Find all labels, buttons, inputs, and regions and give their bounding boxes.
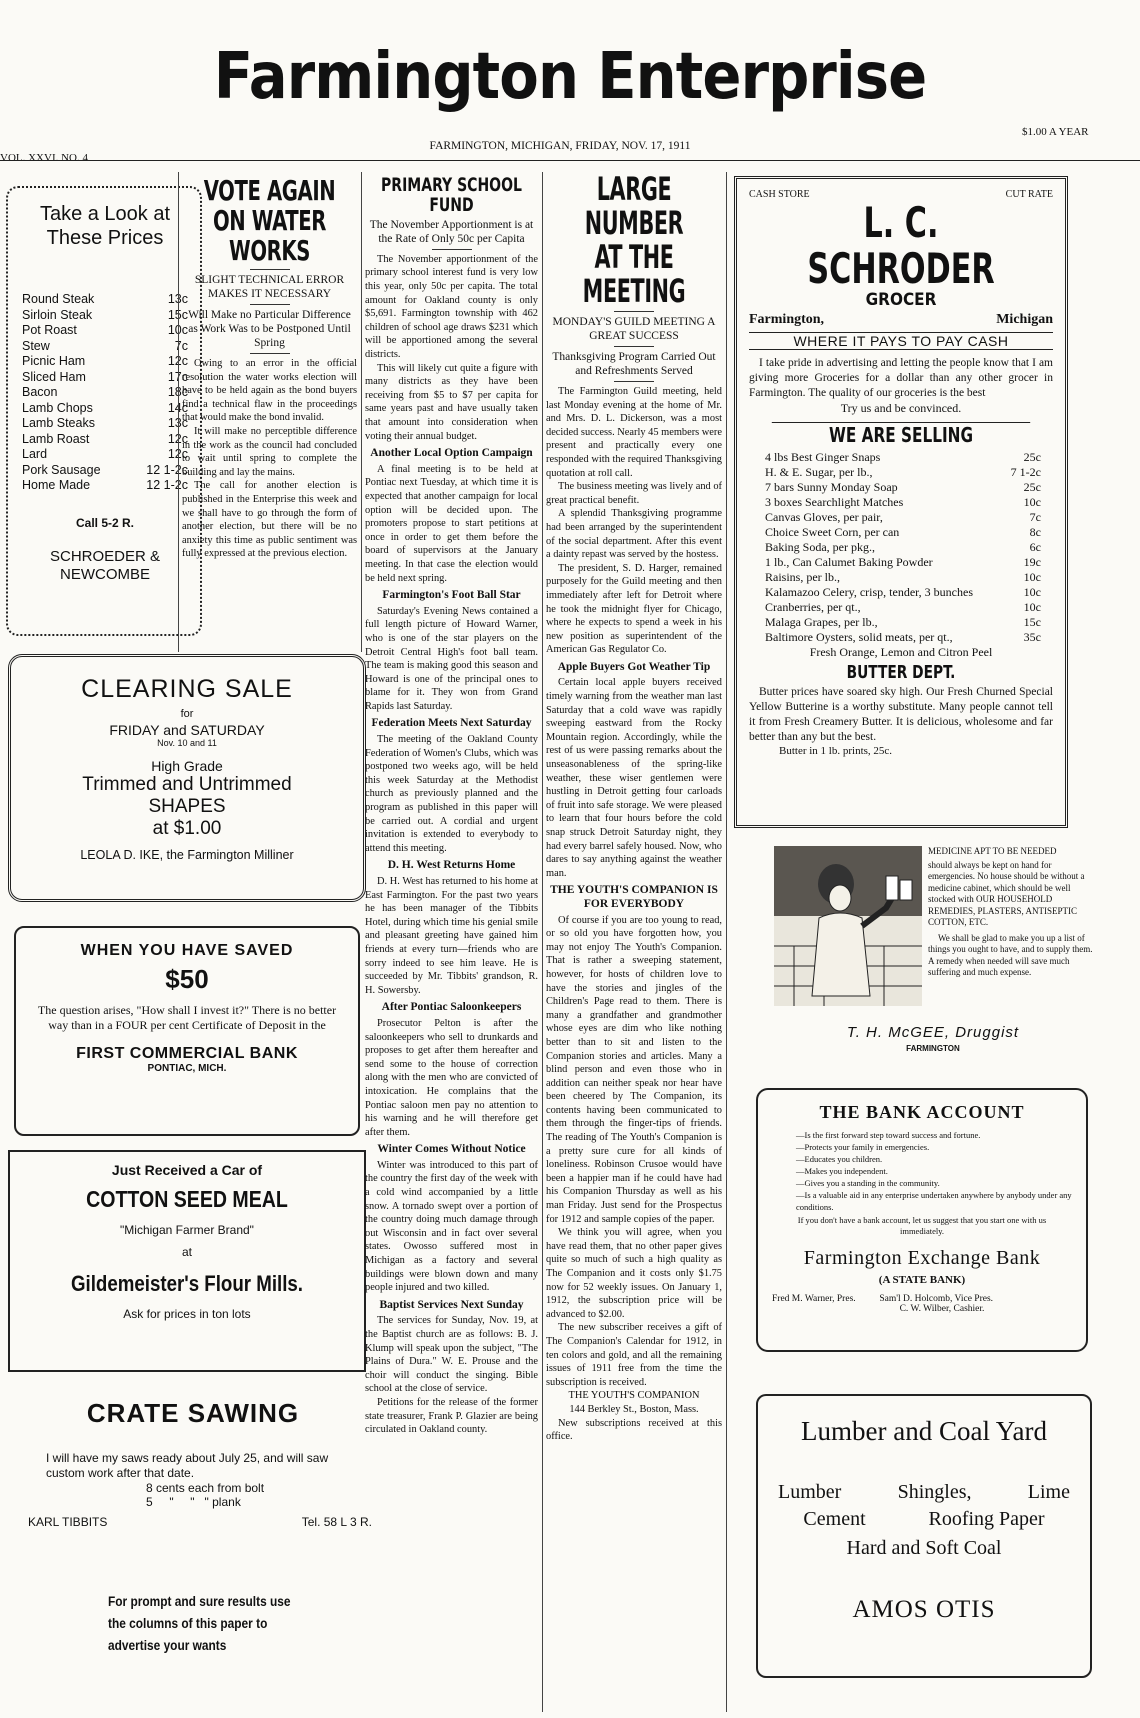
clearing-line2: Trimmed and Untrimmed <box>82 774 292 795</box>
exchange-bank-ad <box>756 1088 1088 1352</box>
selling-item-price: 10c <box>1023 584 1041 599</box>
schroder-item-list <box>749 450 1053 645</box>
school-p1: The November apportionment of the primary school interest fund is very low this year, only 50c per capita. The total amount for Oakland county is only $5,691. Farmington township with 462 children of school age draws $231 which will be apportioned among the several districts. <box>365 253 538 361</box>
youth-p3: The new subscriber receives a gift of The Companion's Calendar for 1912, in ten colors and gold, and all the remaining issues of 1911 free from the time the subscription is received. <box>546 1322 722 1388</box>
lumber-title: Lumber and Coal Yard <box>801 1416 1047 1446</box>
selling-item-price: 8c <box>1029 524 1041 539</box>
selling-item-name: Cranberries, per qt., <box>765 599 861 614</box>
column-rule <box>542 172 543 1712</box>
local-option-headline: Another Local Option Campaign <box>370 447 533 460</box>
price-item-price: 17c <box>167 369 188 384</box>
clearing-days: FRIDAY and SATURDAY <box>109 722 265 738</box>
schroder-town: Farmington, <box>749 311 825 327</box>
volume-number: VOL. XXVI. NO. 4 <box>0 152 88 164</box>
exchange-list <box>772 1129 1072 1213</box>
price-item-name: Sliced Ham <box>22 369 86 384</box>
newspaper-title: Farmington Enterprise <box>213 40 927 114</box>
bank-ad-city: PONTIAC, MICH. <box>147 1063 227 1074</box>
school-p2: This will likely cut quite a figure with many districts as they have been receiving from $5 to $7 per capita for same years past and have usually taken that amount into consideration when voting their annual budget. <box>365 362 538 442</box>
water-deck2: Will Make no Particular Difference as Work Was to be Postponed Until Spring <box>188 309 351 349</box>
price-item-name: Round Steak <box>22 292 95 306</box>
federation-p1: The meeting of the Oakland County Federation of Women's Clubs, which was postponed two weeks ago, will be held this week Saturday at the Methodist church as previously planned and the program as published in this paper will be carried out. A cordial and urgent invitation is extended to everybody to attend this meeting. <box>365 734 538 854</box>
price-item <box>22 339 188 355</box>
selling-item-name: 1 lb., Can Calumet Baking Powder <box>765 554 933 569</box>
price-item <box>22 308 188 324</box>
price-item-name: Lamb Chops <box>22 400 93 415</box>
selling-item-price: 10c <box>1023 599 1041 614</box>
prices-firm: SCHROEDER & NEWCOMBE <box>49 547 161 583</box>
price-item-price: 12 1-2c <box>146 462 188 477</box>
west-p1: D. H. West has returned to his home at East Farmington. For the past two years he has been manager of the Tibbits Hotel, during which time his genial smile and pleasant greeting have gained him friends at every turn—friends who are sorry indeed to see him leave. He is succeeded by Mr. Tibbits' grandson, R. H. Sowersby. <box>365 876 538 996</box>
exchange-officers2: C. W. Wilber, Cashier. <box>899 1304 985 1314</box>
youth-p1: Of course if you are too young to read, or so old you have forgotten how, you may not enjoy The Youth's Companion. That is rather a sweeping statement, however, for hosts of children love to have the stories and jingles of the Children's Page read to them. There is many a grandfather and grandmother whose eyes are dim who like nothing better than to sit and listen to the Companion stories and articles. Many a blind person and even those who in addition can neither speak nor hear have been cheered by The Companion, its contents having been communicated to them through the finger-tips of friends. The reading of The Youth's Companion is a pretty sure cure for all kinds of loneliness. Robinson Crusoe would have been a happier man if he could have had his Companion Thursday as well as his man Friday. Just send for the Prospectus for 1912 and sample copies of the paper. <box>546 914 722 1225</box>
price-item-name: Sirloin Steak <box>22 307 93 322</box>
masthead-rule <box>0 160 1140 161</box>
guild-p2: The business meeting was lively and of great practical benefit. <box>546 481 722 506</box>
selling-item <box>765 510 1041 525</box>
exchange-bank-name: Farmington Exchange Bank <box>803 1247 1041 1269</box>
prices-ad <box>6 186 202 636</box>
price-item <box>22 432 188 448</box>
selling-item-price: 10c <box>1023 494 1041 509</box>
bank-ad <box>14 926 360 1136</box>
selling-item-name: Choice Sweet Corn, per can <box>765 524 900 539</box>
price-item <box>22 416 188 432</box>
selling-item-price: 25c <box>1023 449 1041 464</box>
schroder-ad <box>734 176 1068 828</box>
lumber-item-coal: Hard and Soft Coal <box>846 1537 1002 1559</box>
subscription-price: $1.00 A YEAR <box>1022 126 1089 138</box>
cotton-seed-ad <box>8 1150 366 1372</box>
bank-benefit-item: —Protects your family in emergencies. <box>796 1142 930 1152</box>
winter-p1: Winter was introduced to this part of the country the first day of the week with a cold wind accompanied by a little snow. A tornado swept over a portion of the country doing much damage through out Wisconsin and in fact over several states. Owosso suffered most in Michigan as a factory and several buildings were blown down and many people injured and two killed. <box>365 1159 538 1294</box>
selling-item-name: Malaga Grapes, per lb., <box>765 614 878 629</box>
school-headline: PRIMARY SCHOOL FUND <box>381 176 522 216</box>
prices-phone: Call 5-2 R. <box>75 515 135 530</box>
schroder-cash: CASH STORE <box>749 189 810 200</box>
baptist-p2: Petitions for the release of the former state treasurer, Frank P. Glazier are being circulated in Oakland county. <box>365 1396 538 1436</box>
bank-benefit-item: —Is the first forward step toward success and fortune. <box>796 1130 981 1140</box>
selling-item <box>765 585 1041 600</box>
lumber-ad <box>756 1394 1092 1678</box>
schroder-fresh: Fresh Orange, Lemon and Citron Peel <box>809 644 993 659</box>
guild-headline: LARGE NUMBER AT THE MEETING <box>582 172 686 310</box>
selling-item-price: 10c <box>1023 569 1041 584</box>
mcgee-body2: We shall be glad to make you up a list of things you ought to have, and to supply them. A remedy when needed will save much suffering and much expense. <box>928 932 1093 977</box>
mcgee-town: FARMINGTON <box>906 1044 960 1053</box>
exchange-suggest: If you don't have a bank account, let us suggest that you start one with us immediately. <box>797 1215 1047 1236</box>
price-item-price: 12c <box>167 447 188 461</box>
youth-sig2: 144 Berkley St., Boston, Mass. <box>569 1403 699 1415</box>
selling-item-name: 3 boxes Searchlight Matches <box>765 494 904 509</box>
price-item-name: Picnic Ham <box>22 354 86 368</box>
mcgee-body: should always be kept on hand for emergencies. No house should be without a medicine cabinet, which should be well stocked with OUR HOUSEHOLD REMEDIES, PLASTERS, ANTISEPTIC COTTON, ETC. <box>928 859 1085 927</box>
selling-item-price: 19c <box>1023 554 1041 569</box>
cotton-note: Ask for prices in ton lots <box>123 1307 251 1321</box>
lumber-item-cement: Cement <box>803 1508 866 1530</box>
west-headline: D. H. West Returns Home <box>387 859 516 872</box>
saloon-headline: After Pontiac Saloonkeepers <box>381 1001 522 1014</box>
local-option-p1: A final meeting is to be held at Pontiac next Tuesday, at which time it is expected that another campaign for local option will be decided upon. The promoters propose to start petitions at once in order to get them before the board of supervisors at the January meeting. In that case the election would be held next spring. <box>365 463 538 584</box>
price-item <box>22 323 188 339</box>
winter-headline: Winter Comes Without Notice <box>377 1143 526 1156</box>
price-item-price: 10c <box>167 323 188 337</box>
column-rule <box>726 172 727 1712</box>
price-item-name: Lard <box>22 447 48 461</box>
selling-item-name: Baltimore Oysters, solid meats, per qt., <box>765 629 953 644</box>
price-item-name: Home Made <box>22 478 91 492</box>
saloon-p1: Prosecutor Pelton is after the saloonkeepers who sell to drunkards and proposes to get after them hereafter and send some to the house of correction along with the men who are convicted of intoxication. He complains that the Pontiac saloon men pay no attention to his warning and he will therefore get after them. <box>365 1017 538 1138</box>
clearing-line4: at $1.00 <box>152 818 222 839</box>
guild-column <box>546 172 722 1712</box>
schroder-slogan: WHERE IT PAYS TO PAY CASH <box>749 332 1053 350</box>
water-p3: The call for another election is published in the Enterprise this week and we shall have to go through the form of another election, but there will be no anxiety this time as public sentiment was fully expressed at the previous election. <box>182 480 357 560</box>
water-p2: It will make no perceptible difference in the work as the council had concluded to wait until spring to complete the building and lay the mains. <box>182 425 357 478</box>
selling-item <box>765 480 1041 495</box>
bank-ad-bank: FIRST COMMERCIAL BANK <box>76 1045 298 1062</box>
crate-rate1: 8 cents each from bolt <box>146 1481 265 1495</box>
lumber-item-lime: Lime <box>1027 1481 1070 1503</box>
clearing-line1: High Grade <box>151 758 223 774</box>
clearing-title: CLEARING SALE <box>81 675 293 703</box>
price-item <box>22 478 188 494</box>
pharmacy-illustration <box>774 846 922 1006</box>
crate-body: I will have my saws ready about July 25, and will saw custom work after that date. <box>46 1451 329 1480</box>
want-ad: For prompt and sure results use the columns of this paper to advertise your wants <box>108 1593 291 1653</box>
price-item <box>22 463 188 479</box>
guild-p4: The president, S. D. Harger, remained purposely for the Guild meeting and then immediately after left for Detroit where he took the midnight flyer for Chicago, where he expects to spend a week in his new position as superintendent of the American Gas Regulator Co. <box>546 562 722 656</box>
price-item-name: Pot Roast <box>22 323 77 337</box>
selling-item-name: Kalamazoo Celery, crisp, tender, 3 bunches <box>765 584 973 599</box>
price-item-name: Bacon <box>22 385 58 399</box>
crate-rate2: 5 " " " plank <box>146 1495 241 1509</box>
crate-title: CRATE SAWING <box>86 1398 300 1428</box>
price-item <box>22 370 188 386</box>
apple-headline: Apple Buyers Got Weather Tip <box>557 660 711 673</box>
schroder-cut: CUT RATE <box>1005 189 1053 200</box>
clearing-signature: LEOLA D. IKE, the Farmington Milliner <box>80 848 294 862</box>
column-rule <box>178 172 179 652</box>
selling-item-price: 15c <box>1023 614 1041 629</box>
lumber-item-lumber: Lumber <box>778 1481 842 1503</box>
price-item-name: Stew <box>22 338 50 353</box>
exchange-officers1: Fred M. Warner, Pres. Sam'l D. Holcomb, Vice Pres. <box>772 1294 994 1304</box>
cotton-at: at <box>181 1245 192 1259</box>
selling-item <box>765 615 1041 630</box>
selling-item-name: Baking Soda, per pkg., <box>765 539 875 554</box>
federation-headline: Federation Meets Next Saturday <box>371 717 532 730</box>
crate-name: KARL TIBBITS <box>28 1515 108 1529</box>
school-fund-column <box>365 176 538 1711</box>
selling-item <box>765 570 1041 585</box>
guild-deck1: MONDAY'S GUILD MEETING A GREAT SUCCESS <box>552 316 716 342</box>
selling-item-price: 35c <box>1023 629 1041 644</box>
mcgee-head: MEDICINE APT TO BE NEEDED <box>928 846 1057 856</box>
selling-item-price: 6c <box>1029 539 1041 554</box>
schroder-butter-head: BUTTER DEPT. <box>846 661 956 683</box>
schroder-state: Michigan <box>996 311 1053 327</box>
clearing-sale-ad <box>8 654 366 902</box>
selling-item <box>765 450 1041 465</box>
price-item <box>22 292 188 308</box>
bank-ad-amount: $50 <box>165 964 209 994</box>
crate-tel: Tel. 58 L 3 R. <box>301 1515 372 1529</box>
cotton-mills: Gildemeister's Flour Mills. <box>70 1271 304 1296</box>
price-item-price: 7c <box>174 338 188 353</box>
clearing-dates: Nov. 10 and 11 <box>157 738 217 748</box>
price-item-name: Lamb Steaks <box>22 416 95 430</box>
lumber-item-shingles: Shingles, <box>897 1481 972 1503</box>
cotton-brand: "Michigan Farmer Brand" <box>120 1223 254 1237</box>
price-item <box>22 401 188 417</box>
bank-benefit-item: —Is a valuable aid in any enterprise undertaken anywhere by anybody under any conditions. <box>796 1190 1072 1212</box>
youth-p2: We think you will agree, when you have read them, that no other paper gives quite so much of such a high quality as The Companion and it costs only $1.75 now for 52 weekly issues. On January 1, 1912, the subscription price will be advanced to $2.00. <box>546 1227 722 1320</box>
price-item-price: 14c <box>167 400 188 415</box>
selling-item-name: 4 lbs Best Ginger Snaps <box>765 449 881 464</box>
exchange-state: (A STATE BANK) <box>878 1274 966 1286</box>
schroder-name: L. C. SCHRODER <box>807 198 995 293</box>
price-item-price: 12 1-2c <box>146 478 188 492</box>
price-item-price: 15c <box>167 307 188 322</box>
bank-ad-body: The question arises, "How shall I invest it?" There is no better way than in a FOUR per cent Certificate of Deposit in the <box>37 1003 337 1032</box>
price-item-name: Lamb Roast <box>22 431 90 446</box>
selling-item <box>765 525 1041 540</box>
guild-deck2: Thanksgiving Program Carried Out and Refreshments Served <box>552 351 716 377</box>
schroder-intro: I take pride in advertising and letting the people know that I am giving more Groceries for a dollar than any other grocer in Farmington. The quality of our groceries is the best <box>749 356 1053 399</box>
price-item-price: 18c <box>167 385 188 399</box>
selling-item <box>765 465 1041 480</box>
exchange-title: THE BANK ACCOUNT <box>819 1102 1025 1122</box>
price-item-name: Pork Sausage <box>22 462 101 477</box>
guild-p1: The Farmington Guild meeting, held last Monday evening at the home of Mr. and Mrs. D. L. Dickerson, was a most decided success. Nearly 45 members were present and practically every one responded with the required Thanksgiving quotation at roll call. <box>546 386 722 479</box>
guild-p3: A splendid Thanksgiving programme had been arranged by the superintendent of the social department. After this event a dainty repast was served by the hostess. <box>546 508 722 561</box>
selling-item <box>765 495 1041 510</box>
mcgee-name: T. H. McGEE, Druggist <box>846 1024 1020 1041</box>
selling-item-name: 7 bars Sunny Monday Soap <box>765 479 898 494</box>
selling-item <box>765 540 1041 555</box>
school-deck: The November Apportionment is at the Rate of Only 50c per Capita <box>369 218 534 245</box>
water-works-article <box>182 176 357 646</box>
selling-item-price: 7 1-2c <box>1010 464 1041 479</box>
bank-ad-title: WHEN YOU HAVE SAVED <box>80 942 294 959</box>
mcgee-ad <box>772 846 1094 1060</box>
cotton-title: COTTON SEED MEAL <box>86 1186 288 1212</box>
youth-p4: New subscriptions received at this office. <box>546 1417 722 1443</box>
lumber-item-roofing: Roofing Paper <box>928 1508 1045 1530</box>
schroder-grocer: GROCER <box>865 290 937 310</box>
selling-item-price: 25c <box>1023 479 1041 494</box>
selling-item-price: 7c <box>1029 509 1041 524</box>
cotton-line1: Just Received a Car of <box>111 1162 263 1178</box>
price-item-price: 13c <box>167 292 188 306</box>
prices-heading: Take a Look at These Prices <box>39 203 171 249</box>
bank-benefit-item: —Makes you independent. <box>796 1166 888 1176</box>
selling-item-name: Raisins, per lb., <box>765 569 840 584</box>
masthead <box>0 0 1140 112</box>
baptist-headline: Baptist Services Next Sunday <box>379 1298 524 1311</box>
price-item-price: 12c <box>167 431 188 446</box>
apple-p1: Certain local apple buyers received timely warning from the weather man last Saturday that a cold wave was rapidly sweeping eastward from the Rocky Mountain region. Accordingly, while the rest of us were passing remarks about the unseasonableness of the spring-like weather, these wiser gentlemen were hustling in Detroit getting four carloads of fruit into safe storage. We were pleased to learn that four hours before the cold snap struck Detroit Saturday night, they had every barrel safely housed. Now, who dares to say anything against the weather man. <box>546 677 722 879</box>
football-p1: Saturday's Evening News contained a full length picture of Howard Warner, who is one of the star players on the Detroit Central High's foot ball team. The team is making good this season and Howard is one of the principal ones to blame for it. They won from Grand Rapids last Saturday. <box>365 605 538 712</box>
schroder-butter-price: Butter in 1 lb. prints, 25c. <box>779 744 893 757</box>
dateline: FARMINGTON, MICHIGAN, FRIDAY, NOV. 17, 1911 <box>429 140 691 152</box>
price-list <box>22 292 188 494</box>
price-item <box>22 447 188 463</box>
price-item <box>22 385 188 401</box>
youth-headline: THE YOUTH'S COMPANION IS FOR EVERYBODY <box>550 884 718 910</box>
selling-item <box>765 555 1041 570</box>
water-p1: Owing to an error in the official resolution the water works election will have to be held again as the bond buyers find a technical flaw in the proceedings that would make the bond invalid. <box>182 358 357 424</box>
schroder-try: Try us and be convinced. <box>840 400 962 415</box>
crate-sawing-ad <box>8 1390 378 1560</box>
price-item <box>22 354 188 370</box>
clearing-line3: SHAPES <box>148 796 226 817</box>
football-headline: Farmington's Foot Ball Star <box>382 589 521 602</box>
selling-item <box>765 600 1041 615</box>
schroder-selling: WE ARE SELLING <box>772 422 1030 446</box>
price-item-price: 13c <box>167 416 188 430</box>
selling-item <box>765 630 1041 645</box>
schroder-butter-text: Butter prices have soared sky high. Our Fresh Churned Special Yellow Butterine is a worthy substitute. Many people cannot tell it from Fresh Creamery Butter. It is delicious, wholesome and far better than any but the best. <box>749 685 1053 743</box>
selling-item-name: Canvas Gloves, per pair, <box>765 509 883 524</box>
bank-benefit-item: —Educates you children. <box>796 1154 883 1164</box>
price-item-price: 12c <box>167 354 188 368</box>
water-headline: VOTE AGAIN ON WATER WORKS <box>203 176 336 267</box>
clearing-for: for <box>180 708 194 720</box>
lumber-name: AMOS OTIS <box>852 1596 996 1623</box>
selling-item-name: H. & E. Sugar, per lb., <box>765 464 873 479</box>
bank-benefit-item: —Gives you a standing in the community. <box>796 1178 940 1188</box>
baptist-p1: The services for Sunday, Nov. 19, at the Baptist church are as follows: B. J. Klump will speak upon the subject, "The Plains of Dura." W. E. Prouse and the choir will conduct the singing. Bible school at the close of service. <box>365 1315 538 1395</box>
column-rule <box>361 172 362 652</box>
water-deck1: SLIGHT TECHNICAL ERROR MAKES IT NECESSARY <box>194 274 345 300</box>
youth-sig1: THE YOUTH'S COMPANION <box>568 1390 700 1402</box>
